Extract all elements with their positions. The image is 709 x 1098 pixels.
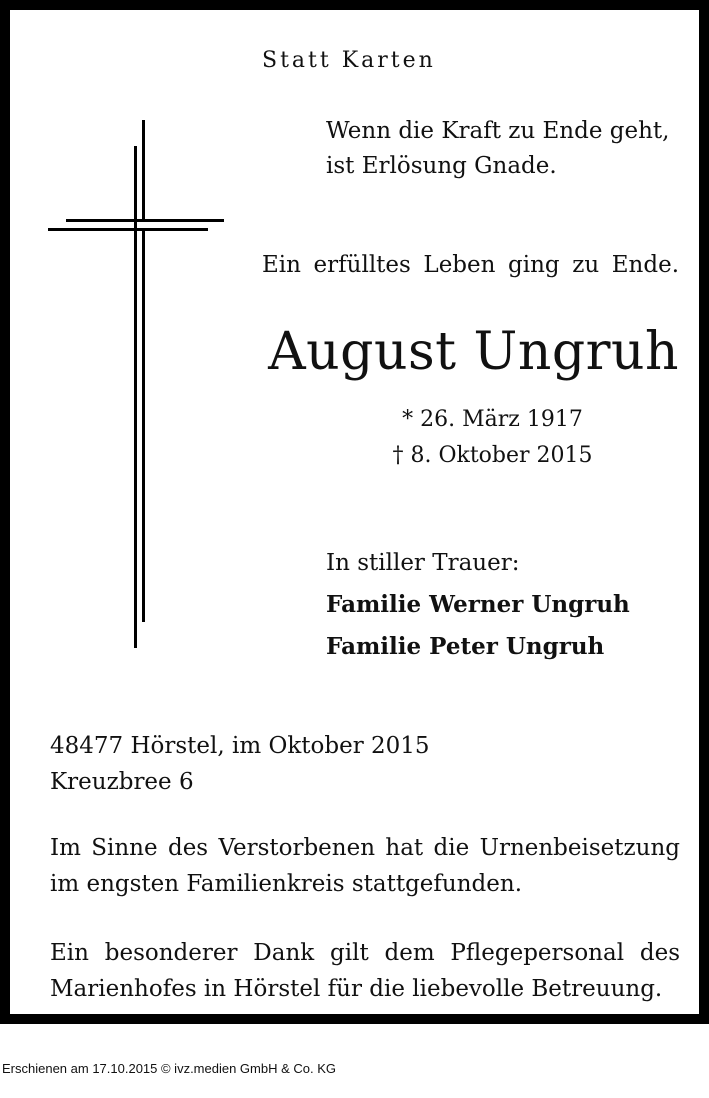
quote <box>326 114 669 184</box>
paragraph-burial: Im Sinne des Verstorbenen hat die Urnenbeisetzung im engsten Familienkreis stattgefunden. <box>50 835 680 897</box>
header-statt-karten: Statt Karten <box>262 48 436 73</box>
address <box>50 728 430 800</box>
deceased-name: August Ungruh <box>268 322 679 382</box>
paragraph-thanks: Ein besonderer Dank gilt dem Pflegepersonal des Marienhofes in Hörstel für die liebevolle Betreuung. <box>50 940 680 1002</box>
birth-date: * 26. März 1917 <box>402 407 583 432</box>
mourners <box>326 542 630 668</box>
quote-line-2: ist Erlösung Gnade. <box>326 153 557 179</box>
intro-line: Ein erfülltes Leben ging zu Ende. <box>262 252 679 278</box>
mourning-intro: In stiller Trauer: <box>326 550 520 576</box>
cross-icon <box>48 120 228 652</box>
life-dates <box>262 402 679 474</box>
family-2: Familie Peter Ungruh <box>326 633 605 660</box>
footer-credit: Erschienen am 17.10.2015 © ivz.medien GmbH & Co. KG <box>2 1061 337 1076</box>
quote-line-1: Wenn die Kraft zu Ende geht, <box>326 118 670 144</box>
place-date: 48477 Hörstel, im Oktober 2015 <box>50 733 430 759</box>
death-date: † 8. Oktober 2015 <box>392 443 593 468</box>
family-1: Familie Werner Ungruh <box>326 591 630 618</box>
street: Kreuzbree 6 <box>50 769 194 795</box>
